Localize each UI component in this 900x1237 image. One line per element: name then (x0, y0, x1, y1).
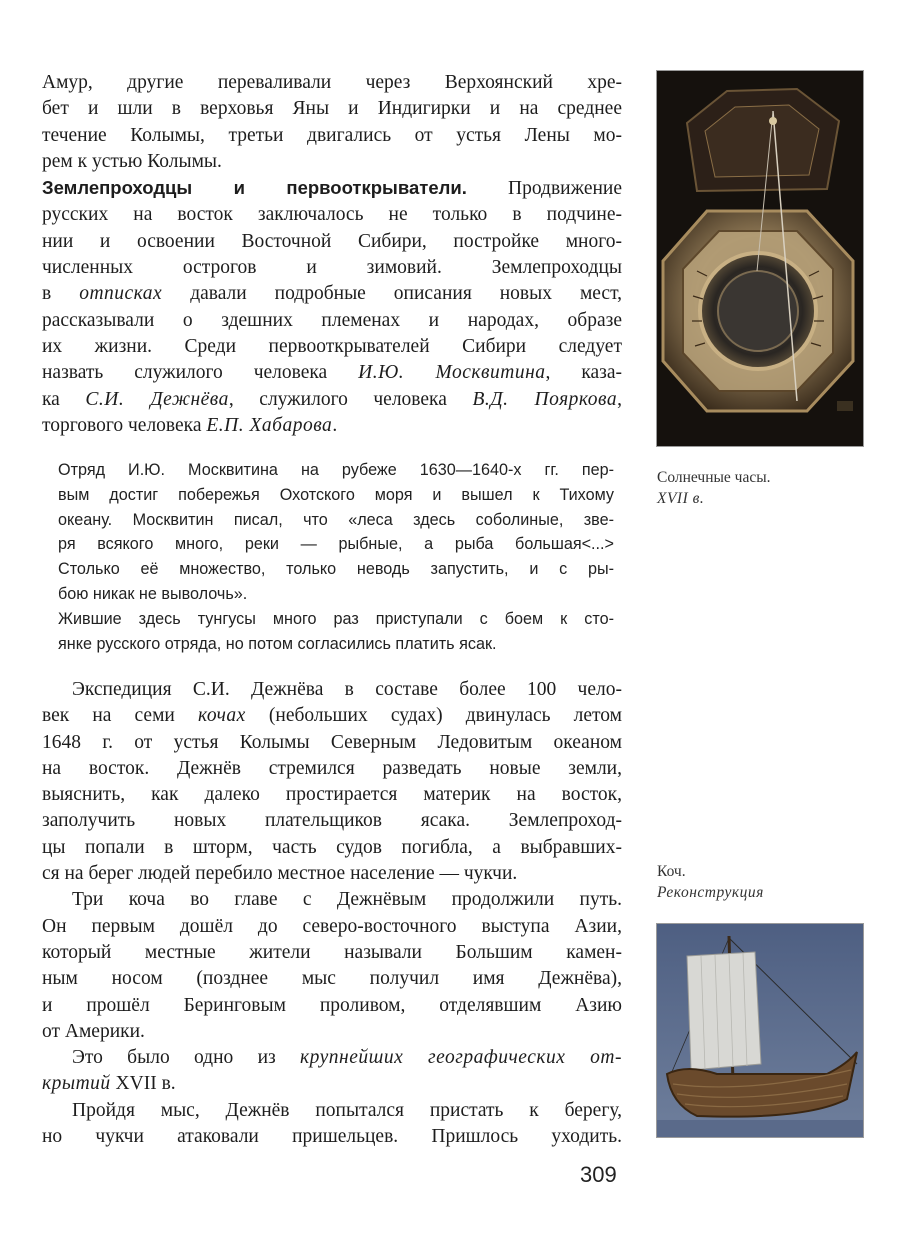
text-line: течение Колымы, третьи двигались от устья Лены мо- (42, 124, 622, 146)
text-span: , каза- (545, 362, 623, 384)
text-line (42, 387, 622, 413)
italic-term: кочах (197, 705, 246, 727)
section-heading: Землепроходцы и первооткрыватели. (42, 177, 467, 199)
text-line (42, 360, 622, 386)
italic-term: отписках (79, 283, 163, 305)
text-span: XVII в. (115, 1073, 176, 1095)
text-line: выяснить, как далеко простирается материк на восток, (42, 784, 622, 806)
caption-date: XVII в. (657, 490, 705, 507)
text-span: в (42, 283, 52, 305)
text-line: рем к устью Колымы. (42, 150, 222, 172)
text-span: век на семи (42, 705, 175, 727)
text-line: Пройдя мыс, Дежнёв попытался пристать к берегу, (72, 1099, 622, 1121)
text-line: ным носом (позднее мыс получил имя Дежнёва), (42, 968, 622, 990)
text-span: (небольших судах) двинулась летом (268, 705, 623, 727)
text-line: Три коча во главе с Дежнёвым продолжили путь. (72, 889, 622, 911)
text-span: , служилого человека (228, 388, 447, 410)
koch-photo (656, 923, 864, 1138)
person-name: И.Ю. Москвитина (358, 362, 546, 384)
text-line: бет и шли в верховья Яны и Индигирки и на среднее (42, 98, 622, 120)
caption-title: Коч. (657, 863, 686, 880)
sundial-illustration (657, 71, 863, 446)
text-line: их жизни. Среди первооткрывателей Сибири следует (42, 335, 622, 357)
text-line: ся на берег людей перебило местное население — чукчи. (42, 863, 518, 885)
text-line: численных острогов и зимовий. Землепроходцы (42, 257, 622, 279)
caption-note: Реконструкция (657, 884, 764, 901)
text-span: . (332, 414, 338, 436)
text-span: давали подробные описания новых мест, (190, 283, 623, 305)
koch-illustration (657, 924, 863, 1137)
person-name: В.Д. Пояркова (472, 388, 618, 410)
text-line (42, 1045, 622, 1071)
expedition-text (42, 677, 622, 1150)
text-line: который местные жители называли Большим камен- (42, 941, 622, 963)
caption-title: Солнечные часы. (657, 469, 771, 486)
sundial-photo (656, 70, 864, 447)
text-line: и прошёл Беринговым проливом, отделявшим Азию (42, 994, 622, 1016)
text-line: Экспедиция С.И. Дежнёва в составе более 100 чело- (72, 679, 622, 700)
text-line (42, 281, 622, 307)
italic-phrase: крытий (42, 1073, 111, 1095)
intro-paragraph (42, 70, 622, 439)
text-line: нии и освоении Восточной Сибири, постройке много- (42, 230, 622, 252)
box-line: янке русского отряда, но потом согласились платить ясак. (58, 634, 497, 653)
text-span: торгового человека (42, 414, 202, 436)
text-line (42, 703, 622, 729)
text-span: , (617, 388, 623, 410)
text-line: Он первым дошёл до северо-восточного выступа Азии, (42, 915, 622, 937)
person-name: С.И. Дежнёва (85, 388, 229, 410)
text-line: русских на восток заключалось не только в подчине- (42, 204, 622, 226)
text-line: заполучить новых плательщиков ясака. Землепроход- (42, 810, 622, 832)
text-line: но чукчи атаковали пришельцев. Пришлось уходить. (42, 1126, 622, 1148)
text-span: Продвижение (508, 178, 623, 200)
text-span: Это было одно из (72, 1047, 276, 1069)
moskvitin-quote-box (58, 458, 614, 656)
text-line: на восток. Дежнёв стремился разведать новые земли, (42, 757, 622, 779)
text-line: от Америки. (42, 1020, 145, 1042)
italic-phrase: крупнейших географических от- (300, 1047, 622, 1069)
text-line: цы попали в шторм, часть судов погибла, а выбравших- (42, 836, 622, 858)
box-line: вым достиг побережья Охотского моря и вышел к Тихому (58, 485, 614, 504)
text-line (42, 413, 622, 439)
box-line: бою никак не выволочь». (58, 584, 248, 603)
sundial-caption (657, 467, 877, 509)
text-line: 1648 г. от устья Колымы Северным Ледовитым океаном (42, 731, 622, 753)
box-line: ря всякого много, реки — рыбные, а рыба большая<...> (58, 535, 614, 554)
box-line: Столько её множество, только неводь запустить, и с ры- (58, 560, 614, 579)
text-line (42, 1071, 622, 1097)
person-name: Е.П. Хабарова (206, 414, 333, 436)
box-line: Отряд И.Ю. Москвитина на рубеже 1630—1640-х гг. пер- (58, 461, 614, 479)
box-line: океану. Москвитин писал, что «леса здесь соболиные, зве- (58, 510, 614, 529)
page-number: 309 (580, 1162, 617, 1187)
text-line: Амур, другие переваливали через Верхоянский хре- (42, 72, 622, 93)
text-span: ка (42, 388, 60, 410)
text-span: назвать служилого человека (42, 362, 328, 384)
box-line: Жившие здесь тунгусы много раз приступали с боем к сто- (58, 609, 614, 628)
koch-caption (657, 861, 877, 903)
section-line (42, 175, 622, 202)
text-line: рассказывали о здешних племенах и народах, образе (42, 309, 622, 331)
